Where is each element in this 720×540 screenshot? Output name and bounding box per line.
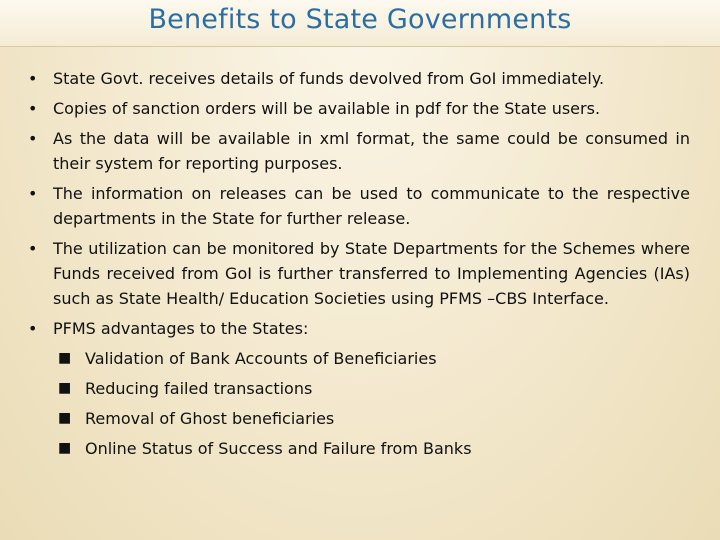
bullet-dot-icon: • — [28, 99, 38, 118]
square-bullet-icon: ■ — [58, 350, 72, 366]
bullet-dot-icon: • — [28, 129, 38, 148]
bullet-item — [26, 181, 690, 231]
bullet-dot-icon: • — [28, 239, 38, 258]
bullet-item — [26, 316, 690, 341]
square-bullet-icon: ■ — [58, 410, 72, 426]
slide-title: Benefits to State Governments — [148, 4, 572, 35]
sub-bullet-text: Reducing failed transactions — [85, 379, 313, 398]
bullet-item — [26, 66, 690, 91]
sub-bullet-item — [26, 406, 690, 431]
sub-bullet-item — [26, 376, 690, 401]
bullet-dot-icon: • — [28, 184, 38, 203]
sub-bullet-text: Online Status of Success and Failure from Banks — [85, 439, 472, 458]
bullet-list — [26, 66, 690, 466]
bullet-item — [26, 126, 690, 176]
bullet-dot-icon: • — [28, 319, 38, 338]
bullet-item — [26, 236, 690, 311]
bullet-text: The utilization can be monitored by State Departments for the Schemes where Funds received from GoI is further transferred to Implementing Agencies (IAs) such as State Health/ Education Societies using PFMS –CBS Interface. — [53, 239, 690, 308]
bullet-dot-icon: • — [28, 69, 38, 88]
sub-bullet-item — [26, 436, 690, 461]
sub-bullet-item — [26, 346, 690, 371]
bullet-text: As the data will be available in xml format, the same could be consumed in their system for reporting purposes. — [53, 129, 690, 173]
bullet-text: The information on releases can be used to communicate to the respective departments in the State for further release. — [53, 184, 690, 228]
bullet-text: State Govt. receives details of funds devolved from GoI immediately. — [53, 69, 605, 88]
bullet-text: PFMS advantages to the States: — [53, 319, 309, 338]
sub-bullet-text: Removal of Ghost beneficiaries — [85, 409, 335, 428]
square-bullet-icon: ■ — [58, 440, 72, 456]
square-bullet-icon: ■ — [58, 380, 72, 396]
bullet-text: Copies of sanction orders will be available in pdf for the State users. — [53, 99, 601, 118]
bullet-item — [26, 96, 690, 121]
sub-bullet-list — [26, 346, 690, 461]
sub-bullet-text: Validation of Bank Accounts of Beneficiaries — [85, 349, 437, 368]
